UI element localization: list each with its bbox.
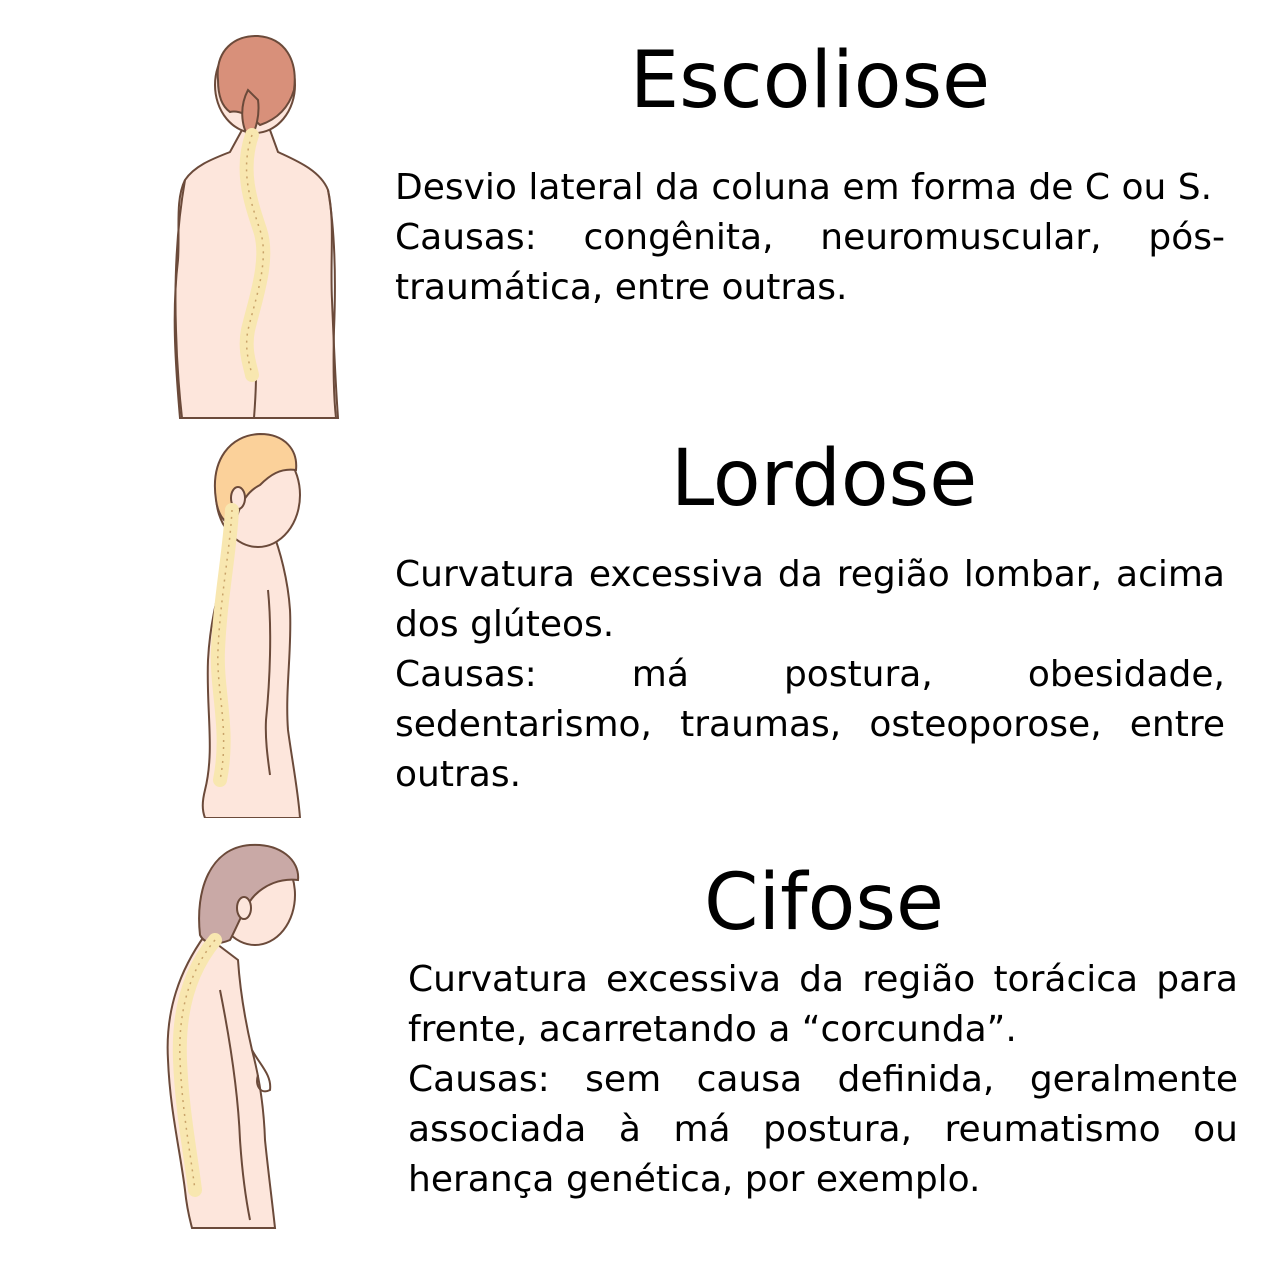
section-description-cifose [408, 955, 1238, 1205]
kyphosis-figure [160, 840, 305, 1230]
back-view-figure-icon [160, 30, 345, 420]
section-description-escoliose [395, 163, 1225, 313]
section-description-lordose [395, 550, 1225, 800]
causes-text: Causas: má postura, obesidade, sedentarismo, traumas, osteoporose, entre outras. [395, 654, 1225, 795]
causes-text: Causas: congênita, neuromuscular, pós-traumática, entre outras. [395, 217, 1225, 308]
section-title-escoliose: Escoliose [629, 36, 991, 126]
definition-text: Curvatura excessiva da região torácica para frente, acarretando a “corcunda”. [408, 959, 1238, 1050]
scoliosis-figure [160, 30, 345, 420]
section-title-lordose: Lordose [670, 434, 978, 524]
causes-text: Causas: sem causa definida, geralmente associada à má postura, reumatismo ou herança genética, por exemplo. [408, 1059, 1238, 1200]
section-title-cifose: Cifose [704, 858, 944, 948]
definition-text: Desvio lateral da coluna em forma de C ou S. [395, 167, 1213, 208]
hunched-figure-icon [160, 840, 305, 1230]
lordosis-figure [180, 430, 320, 818]
side-view-figure-icon [180, 430, 320, 818]
definition-text: Curvatura excessiva da região lombar, acima dos glúteos. [395, 554, 1225, 645]
